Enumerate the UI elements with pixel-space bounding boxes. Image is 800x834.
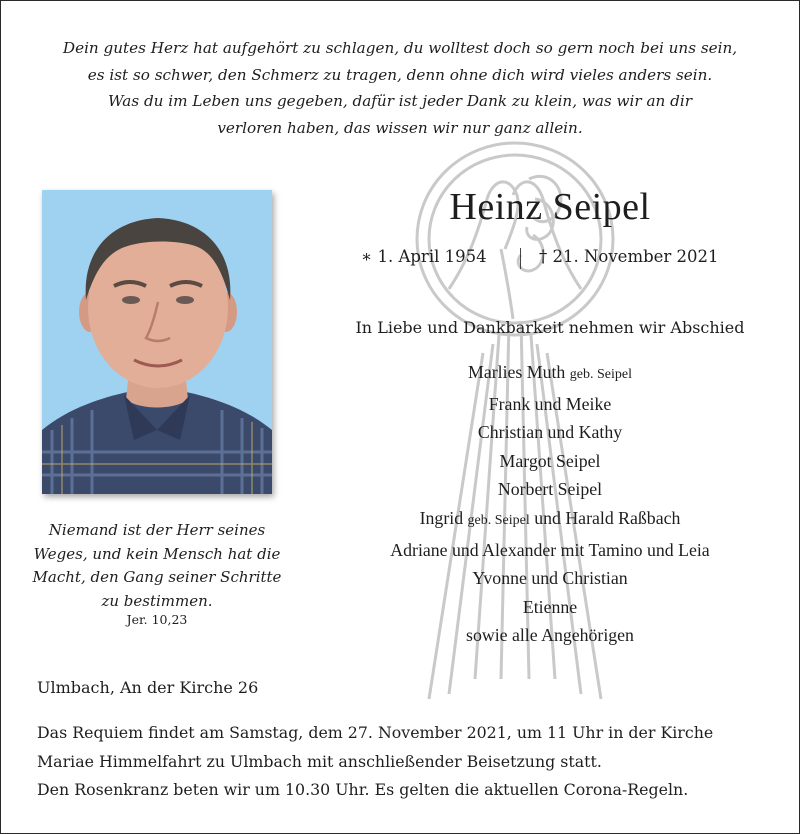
birth-date: ∗ 1. April 1954 <box>361 247 487 266</box>
mourner: Christian und Kathy <box>477 422 623 443</box>
quote-line: Weges, und kein Mensch hat die <box>33 544 281 563</box>
poem-line: es ist so schwer, den Schmerz zu tragen, denn ohne dich wird vieles anders sein. <box>87 65 713 84</box>
mourners-list <box>301 358 799 650</box>
quote-source: Jer. 10,23 <box>126 612 188 627</box>
maiden-name-note: geb. Seipel <box>467 512 530 528</box>
date-divider <box>520 248 521 269</box>
portrait-photo <box>42 190 272 494</box>
mourner: sowie alle Angehörigen <box>466 625 634 646</box>
farewell-line: In Liebe und Dankbarkeit nehmen wir Abschied <box>355 318 745 337</box>
deceased-name: Heinz Seipel <box>449 186 651 228</box>
quote-line: zu bestimmen. <box>101 591 213 610</box>
service-notice <box>37 719 713 805</box>
bible-quote <box>21 519 293 613</box>
quote-line: Macht, den Gang seiner Schritte <box>32 568 282 586</box>
mourner: Marlies Muth geb. Seipel <box>468 362 632 382</box>
notice-line: Das Requiem findet am Samstag, dem 27. November 2021, um 11 Uhr in der Kirche <box>37 723 714 742</box>
poem-line: Was du im Leben uns gegeben, dafür ist jeder Dank zu klein, was wir an dir <box>108 92 692 110</box>
death-date: † 21. November 2021 <box>539 247 719 266</box>
maiden-name-note: geb. Seipel <box>569 367 632 382</box>
quote-line: Niemand ist der Herr seines <box>48 521 266 539</box>
mourner: Norbert Seipel <box>497 479 603 500</box>
mourner: Etienne <box>522 596 578 617</box>
notice-line: Den Rosenkranz beten wir um 10.30 Uhr. Es gelten die aktuellen Corona-Regeln. <box>37 780 689 799</box>
poem-line: Dein gutes Herz hat aufgehört zu schlagen, du wolltest doch so gern noch bei uns sein, <box>62 39 738 57</box>
mourner: Frank und Meike <box>488 393 612 414</box>
poem-line: verloren haben, das wissen wir nur ganz allein. <box>217 118 583 137</box>
mourner: Yvonne und Christian <box>472 568 628 589</box>
mourner: Margot Seipel <box>499 450 601 471</box>
notice-line: Mariae Himmelfahrt zu Ulmbach mit anschließender Beisetzung statt. <box>37 751 602 771</box>
mourner: Adriane und Alexander mit Tamino und Leia <box>390 539 710 560</box>
poem <box>21 35 779 141</box>
address: Ulmbach, An der Kirche 26 <box>37 678 259 697</box>
mourner: Ingrid geb. Seipel und Harald Raßbach <box>419 507 681 528</box>
